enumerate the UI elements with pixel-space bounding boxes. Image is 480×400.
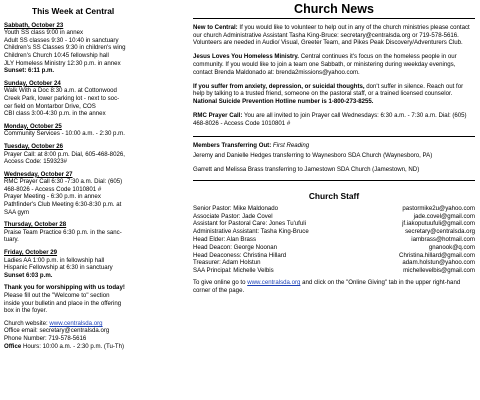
transfer-divider bbox=[193, 136, 475, 137]
church-news-column bbox=[193, 2, 475, 295]
day-event: SAA gym bbox=[4, 208, 30, 216]
day-event: Hispanic Fellowship at 6:30 in sanctuary bbox=[4, 264, 113, 272]
jesus-text: Central continues it's focus on the homeless people in our community. If you would like to join a team one Sabbath, or ministering during weekday evenings, contact Brenda Maldonado at: brenda2missions@yahoo.com. bbox=[193, 53, 457, 76]
day-heading: Tuesday, October 26 bbox=[4, 142, 64, 150]
thanks-line: inside your bulletin and place in the offering bbox=[4, 299, 122, 307]
day-block bbox=[4, 143, 174, 166]
staff-role: Head Elder: Alan Brass bbox=[193, 235, 257, 243]
staff-row bbox=[193, 228, 475, 236]
office-hours bbox=[4, 343, 174, 351]
staff-email: michellevelbis@gmail.com bbox=[403, 267, 475, 275]
sunset-time: Sunset 6:03 p.m. bbox=[4, 271, 53, 279]
staff-role: Head Deacon: George Noonan bbox=[193, 243, 278, 251]
hotline-text: National Suicide Prevention Hotline number is 1-800-273-8255. bbox=[193, 98, 374, 106]
day-event: Children's SS Classes 9:30 in children's wing bbox=[4, 44, 126, 52]
staff-role: SAA Principal: Michelle Velbis bbox=[193, 267, 274, 275]
staff-email: adam.holstun@yahoo.com bbox=[402, 259, 475, 267]
staff-role: Senior Pastor: Mike Maldonado bbox=[193, 204, 279, 212]
this-week-title: This Week at Central bbox=[32, 6, 115, 16]
day-block bbox=[4, 22, 174, 75]
staff-row bbox=[193, 244, 475, 252]
office-email: Office email: secretary@centralsda.org bbox=[4, 327, 110, 335]
staff-role: Head Deaconess: Christina Hillard bbox=[193, 251, 287, 259]
office-hours-value: Hours: 10:00 a.m. - 2:30 p.m. (Tu-Th) bbox=[21, 342, 125, 350]
new-label: New to Central: bbox=[193, 23, 238, 31]
staff-email: gnanook@q.com bbox=[428, 243, 475, 251]
new-to-central bbox=[193, 24, 475, 47]
day-event: Children's Church 10:45 fellowship hall bbox=[4, 51, 109, 59]
days-list bbox=[4, 22, 174, 280]
office-hours-label: Office bbox=[4, 342, 22, 350]
day-event: Ladies AA 1:00 p.m. in fellowship hall bbox=[4, 256, 105, 264]
day-event: tuary. bbox=[4, 236, 19, 244]
rmc-prayer-call bbox=[193, 112, 475, 128]
staff-list bbox=[193, 205, 475, 275]
rmc-text: You are all invited to join Prayer call Wednesdays: 6:30 a.m. - 7:30 a.m. Dial: (605) 468-8026 - Access Code 1010801 # bbox=[193, 111, 467, 127]
day-event: CBI class 3:00-4:30 p.m. in the annex bbox=[4, 110, 106, 118]
website-line bbox=[4, 320, 174, 328]
day-event: Access Code: 159323# bbox=[4, 158, 68, 166]
day-event: JLY Homeless Ministry 12:30 p.m. in annex bbox=[4, 59, 121, 67]
homeless-ministry bbox=[193, 53, 475, 76]
day-heading: Thursday, October 28 bbox=[4, 221, 67, 229]
staff-role: Administrative Assistant: Tasha King-Bruce bbox=[193, 228, 309, 236]
giving-pre: To give online go to bbox=[193, 278, 248, 286]
transfer-item: Jeremy and Danielle Hedges transferring to Waynesboro SDA Church (Waynesboro, PA) bbox=[193, 152, 433, 160]
church-staff-title: Church Staff bbox=[308, 190, 360, 201]
online-giving bbox=[193, 279, 475, 295]
staff-role: Treasurer: Adam Holstun bbox=[193, 259, 261, 267]
day-event: Praise Team Practice 6:30 p.m. in the sanc- bbox=[4, 228, 122, 236]
day-block bbox=[4, 123, 174, 138]
day-heading: Sabbath, October 23 bbox=[4, 21, 64, 29]
day-event: Pathfinder's Club Meeting 6:30-8:30 p.m. at bbox=[4, 201, 122, 209]
day-event: Community Services - 10:00 a.m. - 2:30 p.m. bbox=[4, 130, 125, 138]
day-event: Walk With a Doc 8:30 a.m. at Cottonwood bbox=[4, 87, 117, 95]
jesus-label: Jesus Loves You Homeless Ministry. bbox=[193, 53, 300, 61]
staff-row bbox=[193, 259, 475, 267]
phone-number: Phone Number: 719-578-5616 bbox=[4, 334, 87, 342]
giving-post: and click on the "Online Giving" tab in the upper right-hand corner of the page. bbox=[193, 278, 461, 294]
day-event: Youth SS class 9:00 in annex bbox=[4, 29, 84, 37]
staff-divider bbox=[193, 180, 475, 181]
staff-email: jf.iakoputuufuli@gmail.com bbox=[402, 220, 475, 228]
day-block bbox=[4, 221, 174, 244]
sunset-time: Sunset: 6:11 p.m. bbox=[4, 67, 55, 75]
staff-email: secretary@centralsda.org bbox=[405, 228, 475, 236]
thanks-heading: Thank you for worshipping with us today! bbox=[4, 284, 125, 292]
transfer-reading: First Reading bbox=[272, 141, 310, 149]
day-block bbox=[4, 80, 174, 118]
staff-email: jade.covel@gmail.com bbox=[413, 212, 475, 220]
day-event: Adult SS classes 9:30 - 10:40 in sanctuary bbox=[4, 36, 119, 44]
staff-role: Assistant for Pastoral Care: Jones Tu'ufuli bbox=[193, 220, 306, 228]
staff-email: pastormike2u@yahoo.com bbox=[402, 204, 475, 212]
suffer-label: If you suffer from anxiety, depression, or suicidal thoughts, bbox=[193, 82, 365, 90]
day-event: 468-8026 - Access Code 1010801 # bbox=[4, 185, 102, 193]
staff-row bbox=[193, 236, 475, 244]
day-event: cer field on Montarbor Drive, COS bbox=[4, 102, 96, 110]
contact-block bbox=[4, 320, 174, 350]
staff-row bbox=[193, 252, 475, 260]
transfer-heading bbox=[193, 142, 475, 150]
transfer-label: Members Transferring Out: bbox=[193, 141, 272, 149]
day-block bbox=[4, 171, 174, 217]
thanks-line: Please fill out the "Welcome to" section bbox=[4, 292, 110, 299]
staff-role: Associate Pastor: Jade Covel bbox=[193, 212, 273, 220]
staff-row bbox=[193, 213, 475, 221]
suffer-text: don't suffer in silence. Reach out for help by talking to a trusted friend, someone on the pastoral staff, or a trained licensed counselor. bbox=[193, 82, 464, 98]
staff-row bbox=[193, 220, 475, 228]
day-heading: Sunday, October 24 bbox=[4, 79, 61, 87]
this-week-column bbox=[4, 8, 174, 350]
website-link[interactable]: www.centralsda.org bbox=[49, 319, 103, 327]
day-heading: Monday, October 25 bbox=[4, 122, 62, 130]
suicide-prevention bbox=[193, 83, 475, 106]
giving-link[interactable]: www.centralsda.org bbox=[247, 278, 301, 286]
day-event: Prayer Call: at 8:00 p.m. Dial, 605-468-8026, bbox=[4, 150, 125, 158]
title-divider bbox=[193, 18, 475, 19]
new-text: If you would like to volunteer to help out in any of the church ministries please contact our church Administrative Assistant Tasha King-Bruce: secretary@centralsda.org or 719-578-5616. Volunteers are needed in Audio/ Visual, Greeter Team, and Pikes Peak Discovery/Adventurers Club. bbox=[193, 23, 470, 47]
day-heading: Wednesday, October 27 bbox=[4, 170, 73, 178]
day-event: Prayer Meeting - 6:30 p.m. in annex bbox=[4, 193, 101, 201]
day-event: Creek Park, lower parking lot - next to soc- bbox=[4, 94, 120, 102]
transfer-item: Garrett and Melissa Brass transferring to Jamestown SDA Church (Jamestown, ND) bbox=[193, 166, 420, 174]
staff-row bbox=[193, 267, 475, 275]
staff-email: Christina.hillard@gmail.com bbox=[399, 251, 475, 259]
staff-email: iambrass@hotmail.com bbox=[411, 235, 475, 243]
rmc-label: RMC Prayer Call: bbox=[193, 111, 243, 119]
staff-row bbox=[193, 205, 475, 213]
day-block bbox=[4, 249, 174, 279]
day-event: RMC Prayer Call 6:30 -7:30 a.m. Dial: (605) bbox=[4, 178, 123, 186]
thanks-block bbox=[4, 284, 174, 314]
website-label: Church website: bbox=[4, 319, 50, 327]
day-heading: Friday, October 29 bbox=[4, 249, 58, 257]
church-news-title: Church News bbox=[294, 2, 374, 16]
thanks-line: box in the foyer. bbox=[4, 307, 48, 315]
